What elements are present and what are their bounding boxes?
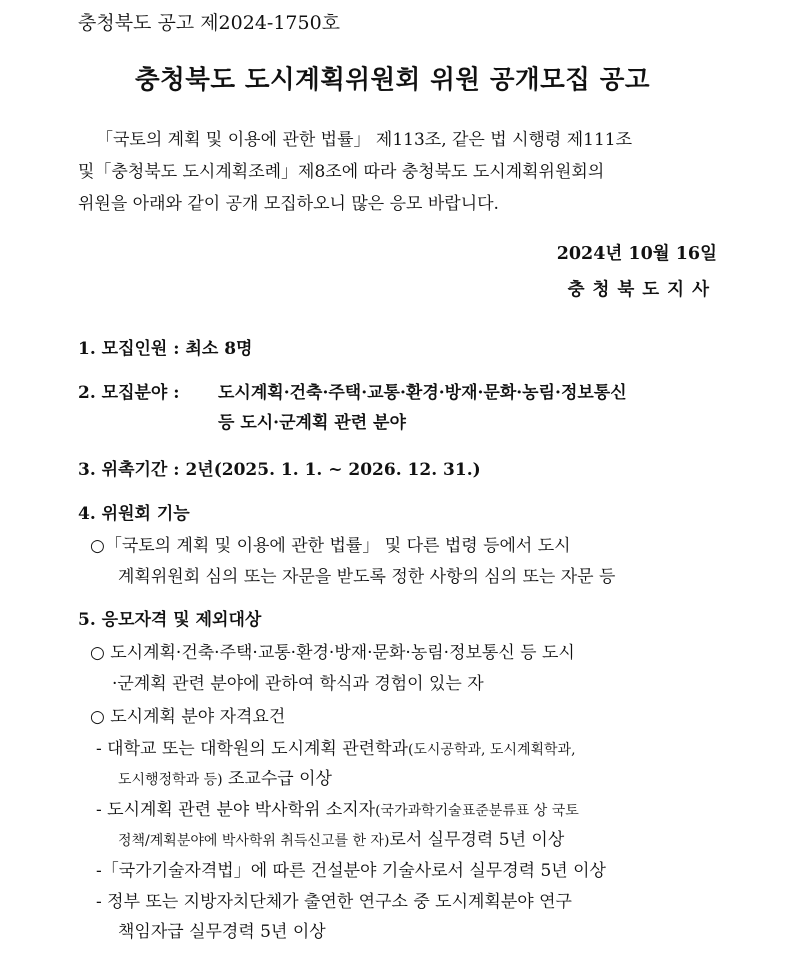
page-title: 충청북도 도시계획위원회 위원 공개모집 공고 — [134, 65, 651, 95]
function-item-line-1: ○「국토의 계획 및 이용에 관한 법률」 및 다른 법령 등에서 도시 — [90, 536, 571, 556]
requirement-1-rank: 조교수급 이상 — [222, 769, 332, 789]
function-item-line-2: 계획위원회 심의 또는 자문을 받도록 정한 사항의 심의 또는 자문 등 — [118, 567, 616, 587]
requirement-1-note-cont: 도시행정학과 등) — [118, 772, 223, 788]
requirement-1-main: - 대학교 또는 대학원의 도시계획 관련학과 — [96, 739, 408, 759]
intro-line-3: 위원을 아래와 같이 공개 모집하오니 많은 응모 바랍니다. — [78, 194, 499, 214]
requirement-1-note: (도시공학과, 도시계획학과, — [407, 742, 576, 758]
requirement-1-line-1 — [96, 734, 576, 759]
section-field-label: 2. 모집분야 : — [78, 383, 180, 403]
intro-line-2: 및「충청북도 도시계획조례」제8조에 따라 충청북도 도시계획위원회의 — [78, 162, 605, 182]
requirement-2-note-cont: 정책/계획분야에 박사학위 취득신고를 한 자) — [118, 833, 390, 849]
requirement-2-line-2 — [118, 825, 564, 850]
section-term: 3. 위촉기간 : 2년(2025. 1. 1. ~ 2026. 12. 31.) — [78, 460, 481, 480]
intro-line-1: 「국토의 계획 및 이용에 관한 법률」 제113조, 같은 법 시행령 제111조 — [96, 130, 633, 150]
requirement-3: -「국가기술자격법」에 따른 건설분야 기술사로서 실무경력 5년 이상 — [96, 861, 606, 881]
requirement-2-line-1 — [96, 795, 579, 820]
section-recruit-count: 1. 모집인원 : 최소 8명 — [78, 339, 253, 359]
section-field-line-1: 도시계획·건축·주택·교통·환경·방재·문화·농림·정보통신 — [218, 383, 627, 403]
eligibility-a-line-1: ○ 도시계획·건축·주택·교통·환경·방재·문화·농림·정보통신 등 도시 — [90, 643, 575, 663]
requirement-2-note: (국가과학기술표준분류표 상 국토 — [375, 803, 579, 819]
section-field-line-2: 등 도시·군계획 관련 분야 — [218, 413, 406, 433]
notice-number: 충청북도 공고 제2024-1750호 — [78, 12, 341, 34]
requirement-2-experience: 로서 실무경력 5년 이상 — [389, 830, 565, 850]
requirement-1-line-2 — [118, 764, 332, 789]
requirement-4-line-1: - 정부 또는 지방자치단체가 출연한 연구소 중 도시계획분야 연구 — [96, 892, 572, 912]
intro-paragraph — [78, 124, 720, 220]
eligibility-b: ○ 도시계획 분야 자격요건 — [90, 707, 286, 727]
section-committee-function: 4. 위원회 기능 — [78, 504, 190, 524]
requirement-4-line-2: 책임자급 실무경력 5년 이상 — [118, 922, 326, 942]
eligibility-a-line-2: ·군계획 관련 분야에 관하여 학식과 경험이 있는 자 — [112, 674, 484, 694]
issuer-name: 충청북도지사 — [567, 280, 717, 300]
section-eligibility: 5. 응모자격 및 제외대상 — [78, 610, 262, 630]
requirement-2-main: - 도시계획 관련 분야 박사학위 소지자 — [96, 800, 376, 820]
notice-date: 2024년 10월 16일 — [556, 244, 717, 264]
